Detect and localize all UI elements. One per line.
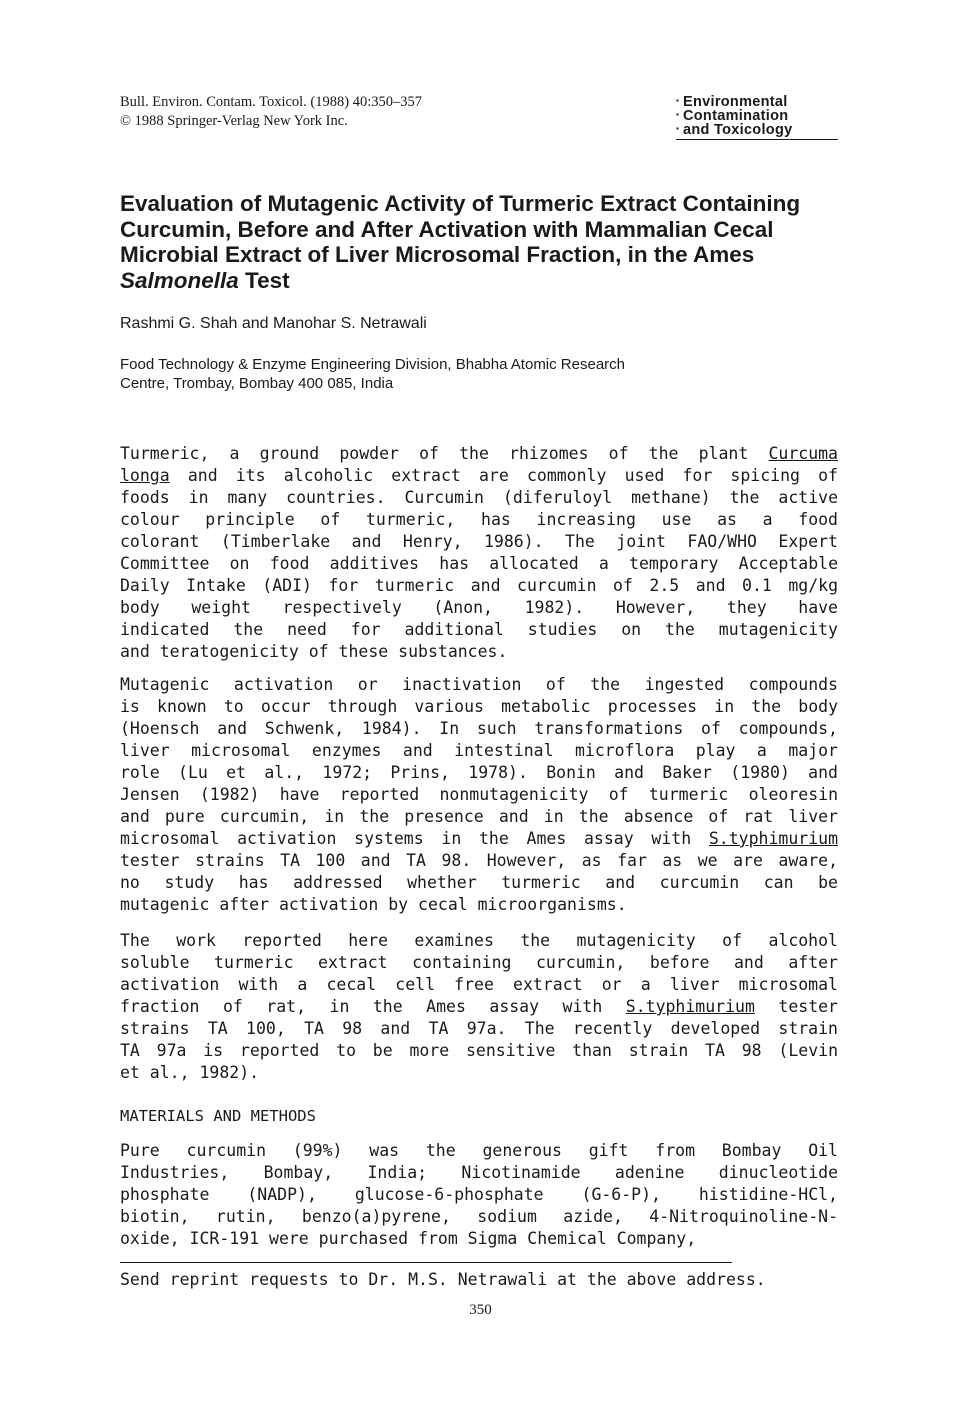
footnote: Send reprint requests to Dr. M.S. Netrawali at the above address. [120, 1270, 766, 1289]
journal-logo-line-1: Environmental [683, 94, 788, 110]
journal-logo [676, 95, 838, 140]
line-text: colorant (Timberlake and Henry, 1986). The joint FAO/WHO Expert [120, 532, 838, 551]
line-text: Industries, Bombay, India; Nicotinamide adenine dinucleotide [120, 1163, 838, 1182]
text-line [120, 619, 838, 641]
affiliation-line-2: Centre, Trombay, Bombay 400 085, India [120, 375, 394, 392]
journal-logo-line-2: Contamination [683, 108, 789, 124]
line-text: is known to occur through various metabolic processes in the body [120, 697, 838, 716]
underlined-term: S.typhimurium [625, 997, 755, 1016]
author-list: Rashmi G. Shah and Manohar S. Netrawali [120, 315, 427, 332]
line-text: TA 97a is reported to be more sensitive than strain TA 98 (Levin [120, 1041, 838, 1060]
underlined-term: S.typhimurium [708, 829, 838, 848]
logo-tick-mark: ▪ [676, 110, 680, 119]
text-line [120, 487, 838, 509]
underlined-term: longa [120, 466, 170, 485]
line-text: and its alcoholic extract are commonly used for spicing of [169, 466, 838, 485]
paragraph-intro [120, 443, 838, 663]
text-line [120, 1040, 838, 1062]
line-text: Pure curcumin (99%) was the generous gift from Bombay Oil [120, 1141, 838, 1160]
line-text: tester [754, 997, 838, 1016]
text-line [120, 696, 838, 718]
underlined-term: Curcuma [768, 444, 838, 463]
text-line [120, 674, 838, 696]
text-line [120, 1206, 838, 1228]
line-text: Committee on food additives has allocated a temporary Acceptable [120, 554, 838, 573]
logo-tick-mark: ▪ [676, 96, 680, 105]
text-line [120, 465, 838, 487]
title-text-end: Test [238, 267, 290, 293]
line-text: foods in many countries. Curcumin (diferuloyl methane) the active [120, 488, 838, 507]
line-text: Jensen (1982) have reported nonmutagenicity of turmeric oleoresin [120, 785, 838, 804]
text-line [120, 784, 838, 806]
text-line [120, 1184, 838, 1206]
title-text: Evaluation of Mutagenic Activity of Turmeric Extract Containing Curcumin, Before and After Activation with Mammalian Cecal Microbial Extract of Liver Microsomal Fraction, in the Ames [120, 191, 801, 267]
paragraph-3 [120, 930, 838, 1084]
footnote-divider [120, 1262, 732, 1263]
line-text: and teratogenicity of these substances. [120, 642, 508, 661]
line-text: no study has addressed whether turmeric and curcumin can be [120, 873, 838, 892]
line-text: Mutagenic activation or inactivation of the ingested compounds [120, 675, 838, 694]
citation [120, 93, 422, 131]
paragraph-aim [120, 930, 838, 1084]
text-line [120, 974, 838, 996]
text-line [120, 597, 838, 619]
affiliation [120, 355, 840, 393]
citation-line-2: © 1988 Springer-Verlag New York Inc. [120, 113, 348, 129]
text-line [120, 1140, 838, 1162]
text-line [120, 996, 838, 1018]
text-line [120, 641, 838, 663]
line-text: microsomal activation systems in the Ames assay with [120, 829, 709, 848]
text-line [120, 828, 838, 850]
text-line [120, 718, 838, 740]
text-line [120, 531, 838, 553]
line-text: role (Lu et al., 1972; Prins, 1978). Bonin and Baker (1980) and [120, 763, 838, 782]
text-line [120, 894, 838, 916]
paragraph-activation [120, 674, 838, 916]
text-line [120, 930, 838, 952]
line-text: Daily Intake (ADI) for turmeric and curcumin of 2.5 and 0.1 mg/kg [120, 576, 838, 595]
affiliation-line-1: Food Technology & Enzyme Engineering Division, Bhabha Atomic Research [120, 356, 626, 373]
line-text: soluble turmeric extract containing curcumin, before and after [120, 953, 838, 972]
line-text: oxide, ICR-191 were purchased from Sigma Chemical Company, [120, 1229, 697, 1248]
line-text: colour principle of turmeric, has increasing use as a food [120, 510, 838, 529]
paragraph-materials [120, 1140, 838, 1250]
paragraph-4 [120, 1140, 838, 1250]
line-text: body weight respectively (Anon, 1982). However, they have [120, 598, 838, 617]
line-text: fraction of rat, in the Ames assay with [120, 997, 626, 1016]
line-text: strains TA 100, TA 98 and TA 97a. The recently developed strain [120, 1019, 838, 1038]
line-text: (Hoensch and Schwenk, 1984). In such transformations of compounds, [120, 719, 838, 738]
text-line [120, 1162, 838, 1184]
page-number: 350 [469, 1302, 492, 1318]
line-text: activation with a cecal cell free extract or a liver microsomal [120, 975, 838, 994]
text-line [120, 850, 838, 872]
text-line [120, 509, 838, 531]
text-line [120, 443, 838, 465]
text-line [120, 1018, 838, 1040]
line-text: The work reported here examines the mutagenicity of alcohol [120, 931, 838, 950]
text-line [120, 740, 838, 762]
section-heading: MATERIALS AND METHODS [120, 1107, 316, 1125]
line-text: mutagenic after activation by cecal microorganisms. [120, 895, 627, 914]
title-italic-organism: Salmonella [120, 267, 239, 293]
journal-logo-line-3: and Toxicology [683, 122, 793, 138]
text-line [120, 1228, 838, 1250]
citation-line-1: Bull. Environ. Contam. Toxicol. (1988) 40:350–357 [120, 94, 422, 110]
line-text: phosphate (NADP), glucose-6-phosphate (G-6-P), histidine-HCl, [120, 1185, 838, 1204]
line-text: tester strains TA 100 and TA 98. However, as far as we are aware, [120, 851, 838, 870]
line-text: and pure curcumin, in the presence and in the absence of rat liver [120, 807, 838, 826]
text-line [120, 575, 838, 597]
text-line [120, 553, 838, 575]
article-title [120, 191, 840, 293]
text-line [120, 1062, 838, 1084]
paragraph-1 [120, 443, 838, 663]
text-line [120, 806, 838, 828]
line-text: Turmeric, a ground powder of the rhizomes of the plant [120, 444, 769, 463]
text-line [120, 872, 838, 894]
line-text: indicated the need for additional studies on the mutagenicity [120, 620, 838, 639]
line-text: et al., 1982). [120, 1063, 260, 1082]
paragraph-2 [120, 674, 838, 916]
line-text: liver microsomal enzymes and intestinal microflora play a major [120, 741, 838, 760]
text-line [120, 952, 838, 974]
line-text: biotin, rutin, benzo(a)pyrene, sodium azide, 4-Nitroquinoline-N- [120, 1207, 838, 1226]
logo-tick-mark: ▪ [676, 124, 680, 133]
text-line [120, 762, 838, 784]
